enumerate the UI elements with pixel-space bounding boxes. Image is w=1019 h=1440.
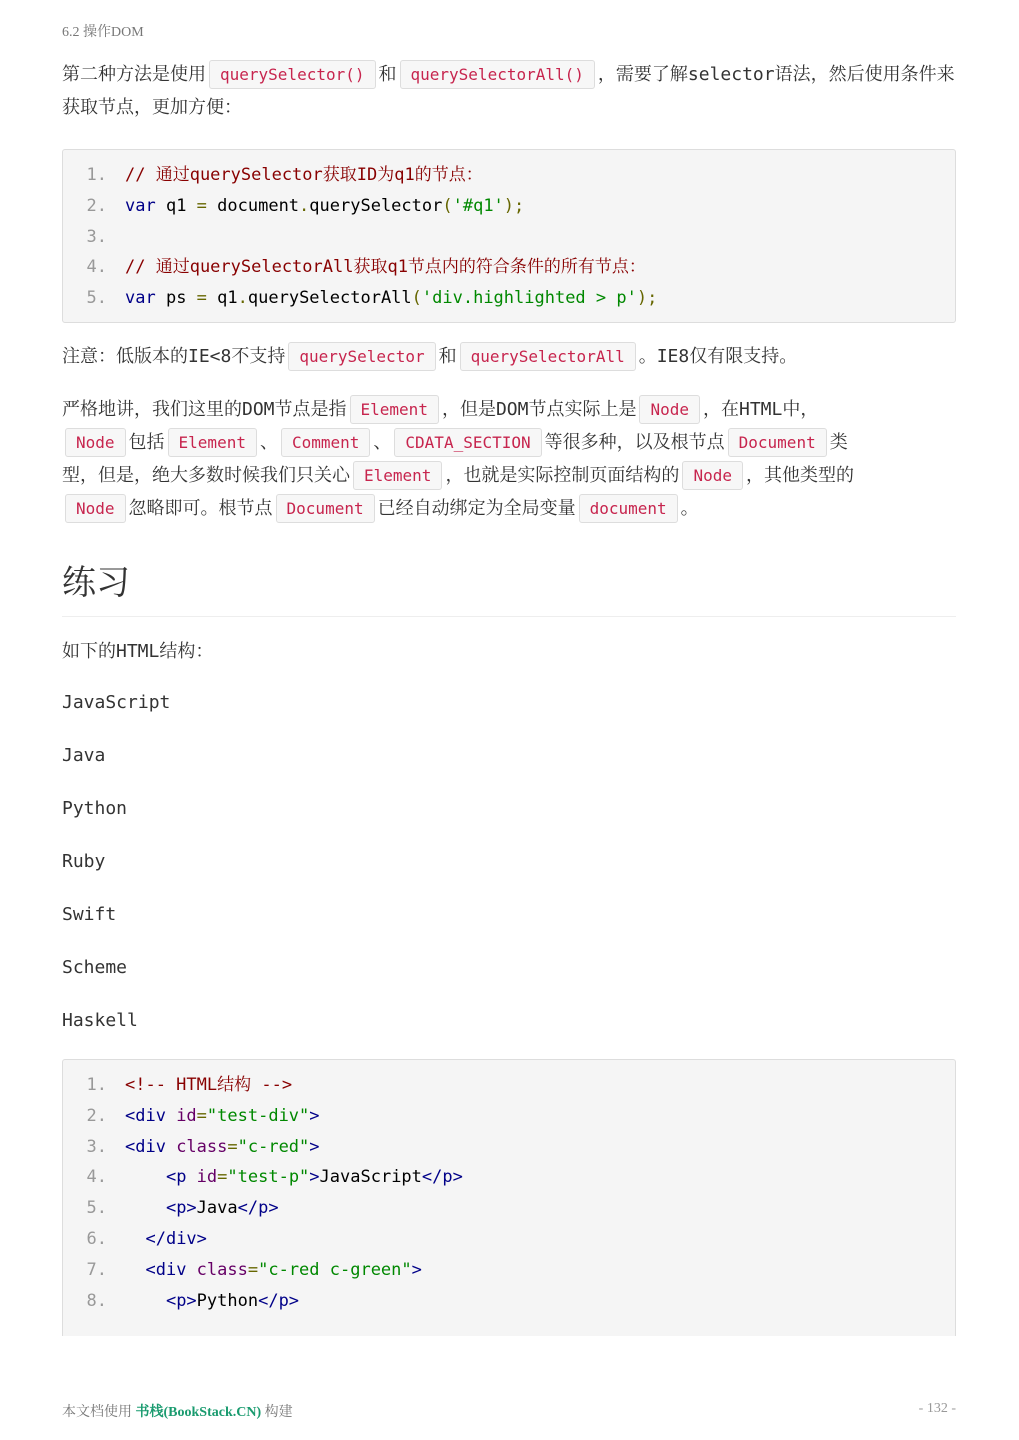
inline-code: CDATA_SECTION [394, 428, 541, 457]
line-number: 3. [86, 1136, 107, 1157]
inline-code: Comment [281, 428, 370, 457]
section-heading-exercise: 练习 [62, 555, 956, 617]
inline-code: Document [728, 428, 827, 457]
inline-code: querySelectorAll() [400, 60, 595, 89]
paragraph-queryselector-intro: 第二种方法是使用 querySelector() 和 querySelectorAll() ，需要了解selector语法，然后使用条件来获取节点，更加方便： [62, 58, 956, 124]
page-content [62, 58, 956, 1336]
inline-code: Element [350, 395, 439, 424]
inline-code: document [579, 494, 678, 523]
inline-code: querySelectorAll [460, 342, 636, 371]
line-number: 5. [86, 1198, 107, 1219]
chapter-header: 6.2 操作DOM [62, 25, 144, 40]
line-number: 8. [86, 1290, 107, 1311]
rendered-list [62, 676, 956, 1047]
list-item: Haskell [62, 1009, 138, 1031]
inline-code: Node [682, 461, 743, 490]
line-number: 2. [86, 1105, 107, 1126]
line-number: 1. [86, 165, 107, 185]
list-item: JavaScript [62, 691, 171, 713]
list-item: Ruby [62, 850, 106, 872]
inline-code: Node [65, 494, 126, 523]
inline-code: Element [353, 461, 442, 490]
inline-code: Document [276, 494, 375, 523]
line-number: 5. [86, 288, 107, 309]
code-block-queryselector [62, 149, 956, 323]
exercise-intro: 如下的HTML结构： [62, 640, 214, 662]
code-line: 6. </div> [63, 1224, 955, 1255]
line-number: 4. [86, 257, 107, 278]
inline-code: querySelector() [209, 60, 376, 89]
inline-code: Element [168, 428, 257, 457]
code-line: 7. <div class = "c-red c-green" > [63, 1255, 955, 1286]
paragraph-ie-note: 注意：低版本的IE<8不支持 querySelector 和 querySelectorAll 。IE8仅有限支持。 [62, 340, 956, 373]
list-item: Swift [62, 903, 117, 925]
inline-code: Node [639, 395, 700, 424]
list-item: Python [62, 797, 128, 819]
code-line [63, 252, 955, 283]
list-item: Java [62, 744, 106, 766]
paragraph-node-types: 严格地讲，我们这里的DOM节点是指 Element ，但是DOM节点实际上是 Node ，在HTML中，Node 包括 Element 、 Comment 、 CDATA_SECTION 等很多种，以及根节点 Document 类型，但是，绝大多数时候我们只关心 Element ，也就是实际控制页面结构的 Node ，其他类型的Node 忽略即可。根节点 Document 已经自动绑定为全局变量 document 。 [62, 393, 882, 525]
line-number: 1. [86, 1074, 107, 1095]
code-line: 4. <p id = "test-p" > JavaScript </p> [63, 1162, 955, 1193]
inline-code: querySelector [288, 342, 435, 371]
code-line [63, 222, 955, 253]
code-comment: <!-- HTML结构 --> [125, 1074, 293, 1095]
inline-code: Node [65, 428, 126, 457]
code-line: 5. <p> Java </p> [63, 1193, 955, 1224]
bookstack-link[interactable]: 书栈(BookStack.CN) [135, 1405, 262, 1420]
list-item: Scheme [62, 956, 128, 978]
line-number: 7. [86, 1259, 107, 1280]
footer-credit: 本文档使用 书栈(BookStack.CN) 构建 [62, 1405, 293, 1420]
line-number: 4. [86, 1167, 107, 1188]
code-line: 2. var q1 = document.querySelector('#q1'); [63, 191, 955, 222]
code-line: 3. <div class = "c-red" > [63, 1132, 955, 1163]
line-number: 6. [86, 1228, 107, 1249]
code-line: 5. var ps = q1.querySelectorAll('div.highlighted > p'); [63, 283, 955, 314]
code-line: 2. <div id = "test-div" > [63, 1101, 955, 1132]
code-comment: // 通过querySelectorAll获取q1节点内的符合条件的所有节点： [125, 257, 646, 278]
code-line [63, 160, 955, 191]
code-line [63, 1070, 955, 1101]
code-block-html-structure [62, 1059, 956, 1336]
line-number: 2. [86, 195, 107, 216]
code-comment: // 通过querySelector获取ID为q1的节点： [125, 165, 483, 185]
line-number: 3. [86, 226, 107, 247]
page-number: - 132 - [918, 1401, 956, 1416]
code-line: 8. <p> Python </p> [63, 1286, 955, 1317]
